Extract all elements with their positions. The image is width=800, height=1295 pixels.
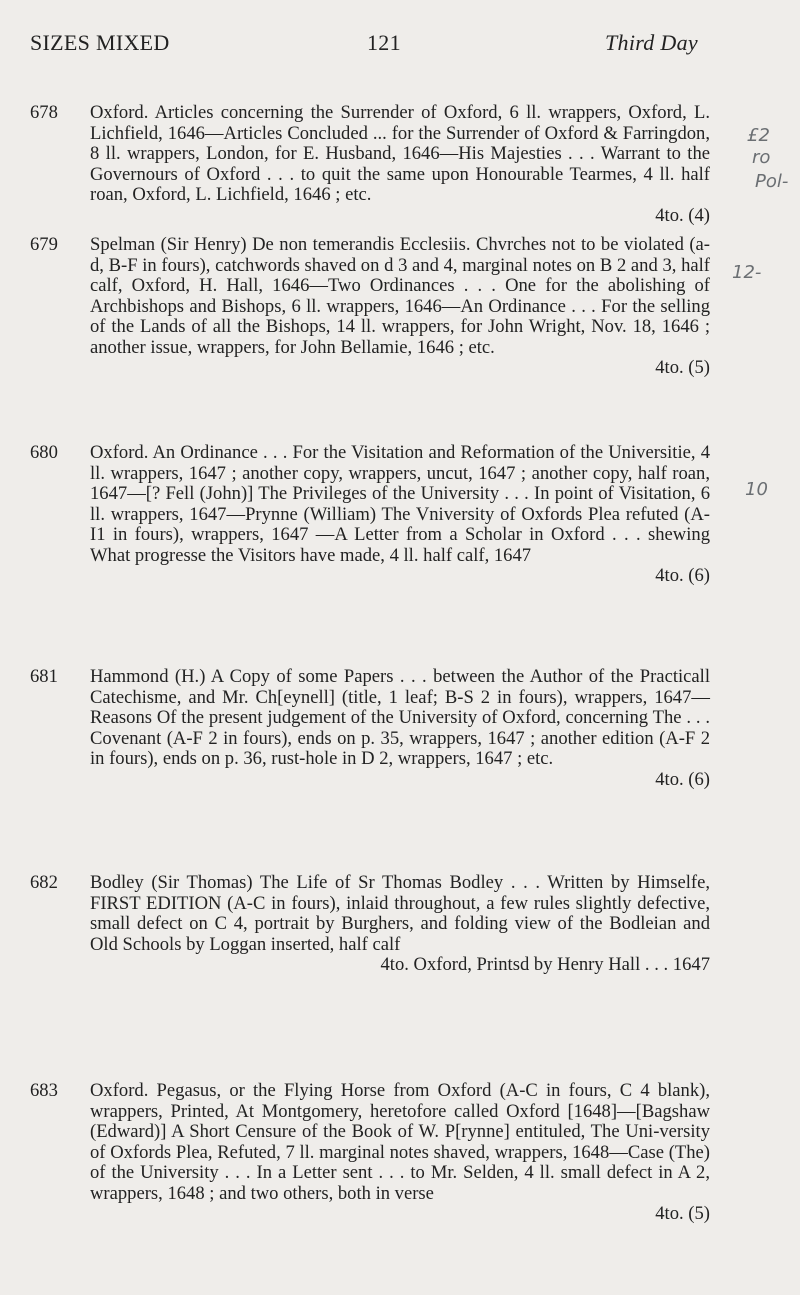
lot-description: Spelman (Sir Henry) De non temerandis Ecclesiis. Chvrches not to be violated (a-d, B-F in fours), catchwords shaved on d 3 and 4, marginal notes on B 2 and 3, half calf, Oxford, H. Hall, 1646—Two Ordinances . . . One for the abolishing of Archbishops and Bishops, 6 ll. wrappers, 1646—An Ordinance . . . For the selling of the Lands of all the Bishops, 14 ll. wrappers, for John Wright, Nov. 18, 1646 ; another issue, wrappers, for John Bellamie, 1646 ; etc. 4to. (5) (90, 234, 710, 378)
header-right: Third Day (605, 30, 698, 55)
pencil-annotation-678-b: ro (752, 147, 771, 168)
lot-number: 681 (30, 666, 58, 687)
lot-description: Oxford. An Ordinance . . . For the Visitation and Reformation of the Universitie, 4 ll. wrappers, 1647 ; another copy, wrappers, uncut, 1647 ; another copy, half roan, 1647—[? Fell (John)] The Privileges of the University . . . In point of Visitation, 6 ll. wrappers, 1647—Prynne (William) The Vniversity of Oxfords Plea refuted (A-I1 in fours), wrappers, 1647 —A Letter from a Scholar in Oxford . . . shewing What progresse the Visitors have made, 4 ll. half calf, 1647 4to. (6) (90, 442, 710, 586)
pencil-annotation-680-a: 10 (745, 479, 768, 500)
lot-description: Hammond (H.) A Copy of some Papers . . . between the Author of the Practicall Catechisme, and Mr. Ch[eynell] (title, 1 leaf; B-S 2 in fours), wrappers, 1647—Reasons Of the present judgement of the University of Oxford, concerning The . . . Covenant (A-F 2 in fours), ends on p. 35, wrappers, 1647 ; another edition (A-F 2 in fours), ends on p. 36, rust-hole in D 2, wrappers, 1647 ; etc. 4to. (6) (90, 666, 710, 790)
lot-format: 4to. (4) (655, 204, 710, 226)
lot-number: 683 (30, 1080, 58, 1101)
lot-number: 680 (30, 442, 58, 463)
lot-format: 4to. (6) (655, 565, 710, 586)
pencil-annotation-679-a: 12- (732, 262, 762, 283)
lot-format: 4to. (5) (655, 1203, 710, 1224)
lot-number: 678 (30, 102, 58, 123)
lot-description: Oxford. Articles concerning the Surrender of Oxford, 6 ll. wrappers, Oxford, L. Lichfield, 1646—Articles Concluded ... for the Surrender of Oxford & Farringdon, 8 ll. wrappers, London, for E. Husband, 1646—His Majesties . . . Warrant to the Governours of Oxford . . . to quit the same upon Honourable Tearmes, 4 ll. half roan, Oxford, L. Lichfield, 1646 ; etc. 4to. (4) (90, 102, 710, 226)
lot-number: 679 (30, 234, 58, 255)
pencil-annotation-678-a: £2 (747, 125, 770, 146)
lot-description: Oxford. Pegasus, or the Flying Horse from Oxford (A-C in fours, C 4 blank), wrappers, Printed, At Montgomery, heretofore called Oxford [1648]—[Bagshaw (Edward)] A Short Censure of the Book of W. P[rynne] entituled, The Uni-versity of Oxfords Plea, Refuted, 7 ll. marginal notes shaved, wrappers, 1648—Case (The) of the University . . . In a Letter sent . . . to Mr. Selden, 4 ll. small defect in A 2, wrappers, 1648 ; and two others, both in verse 4to. (5) (90, 1080, 710, 1224)
pencil-annotation-678-c: Pol- (755, 171, 789, 192)
lot-description: Bodley (Sir Thomas) The Life of Sr Thomas Bodley . . . Written by Himselfe, FIRST EDITION (A-C in fours), inlaid throughout, a few rules slightly defective, small defect on C 4, portrait by Burghers, and folding view of the Bodleian and Old Schools by Loggan inserted, half calf 4to. Oxford, Printsd by Henry Hall . . . 1647 (90, 872, 710, 975)
lot-number: 682 (30, 872, 58, 893)
lot-format: 4to. Oxford, Printsd by Henry Hall . . . 1647 (380, 954, 710, 975)
header-left: SIZES MIXED (30, 30, 170, 55)
running-header (30, 30, 720, 60)
page-number: 121 (367, 30, 401, 55)
lot-format: 4to. (6) (655, 768, 710, 790)
lot-format: 4to. (5) (655, 357, 710, 378)
